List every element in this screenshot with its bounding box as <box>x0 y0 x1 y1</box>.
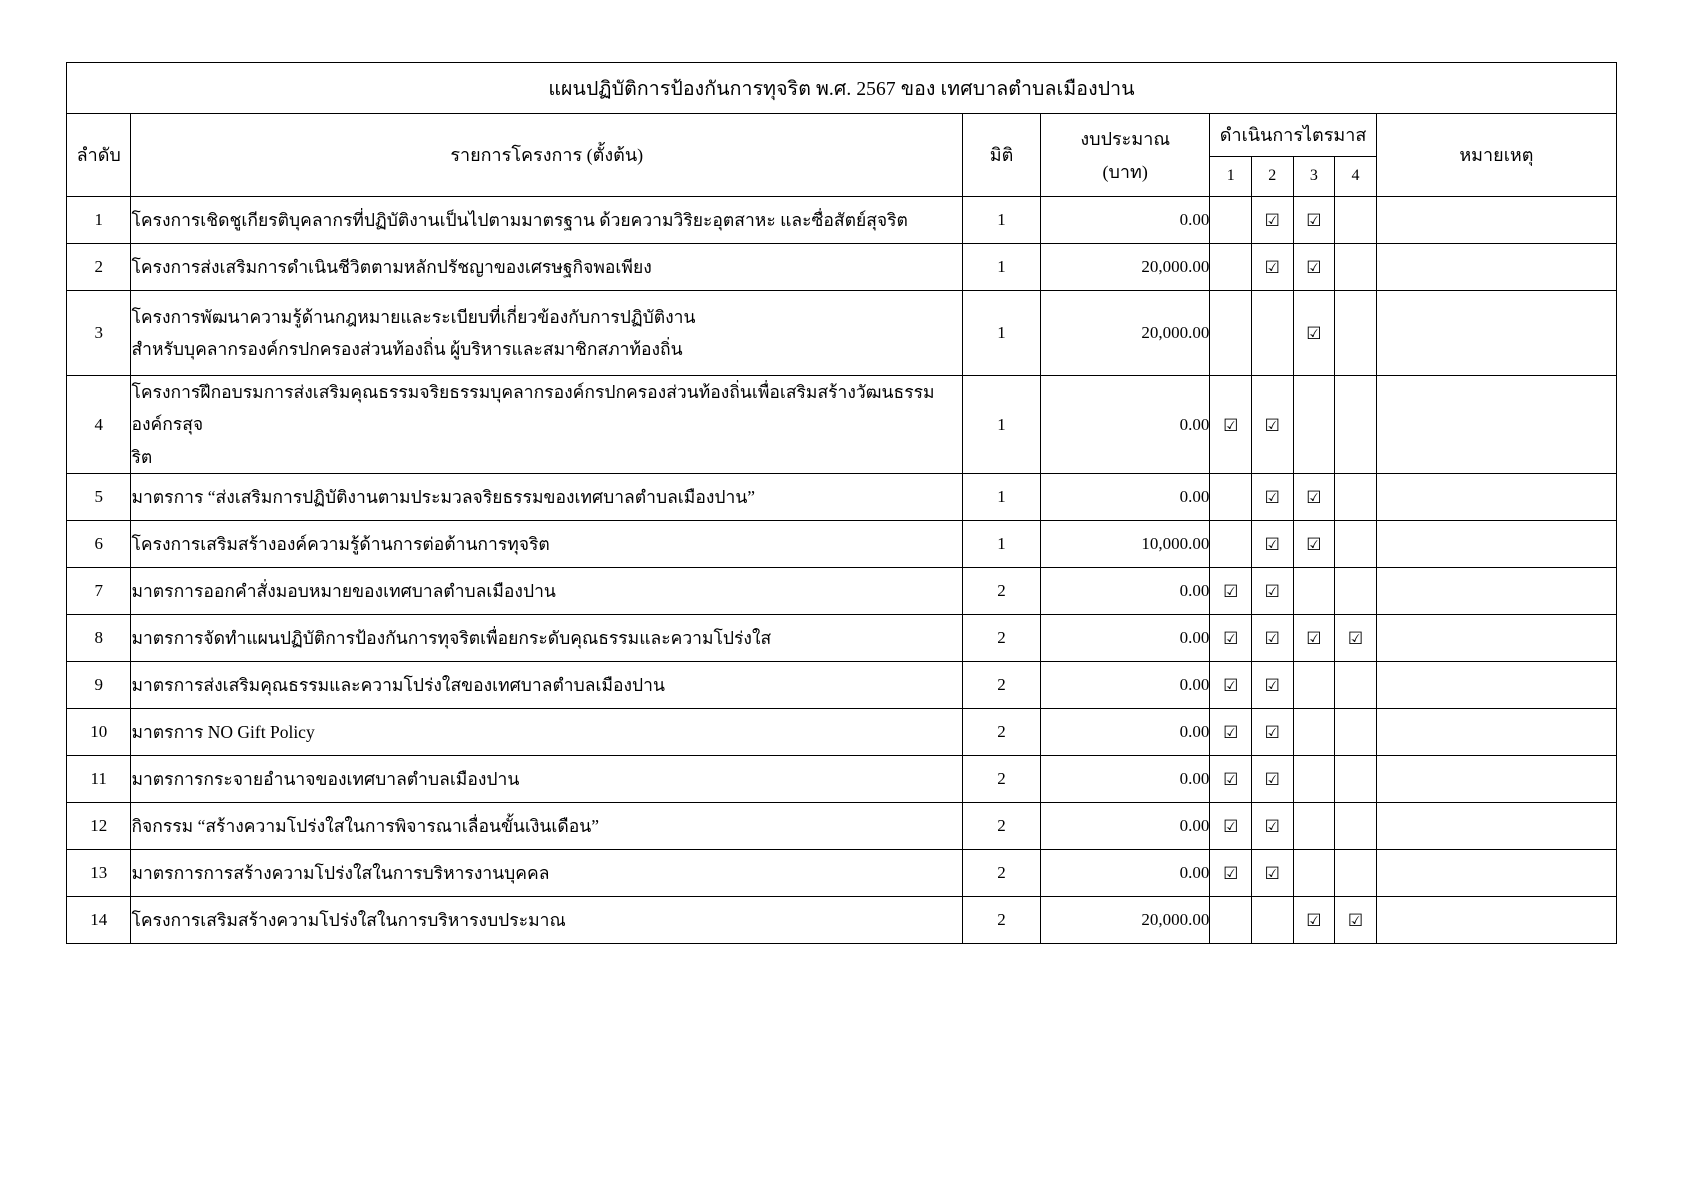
cell-note <box>1376 850 1616 897</box>
checkbox-checked-icon: ☑ <box>1223 770 1239 790</box>
project-name-line-1: โครงการเสริมสร้างองค์ความรู้ด้านการต่อต้านการทุจริต <box>131 533 550 554</box>
cell-quarter-2-checked <box>1252 568 1294 615</box>
cell-quarter-2-checked <box>1252 474 1294 521</box>
cell-quarter-4-empty <box>1335 197 1377 244</box>
project-name-line-1: มาตรการกระจายอำนาจของเทศบาลตำบลเมืองปาน <box>131 768 520 789</box>
checkbox-checked-icon: ☑ <box>1306 258 1322 277</box>
cell-note <box>1376 521 1616 568</box>
checkbox-checked-icon: ☑ <box>1264 817 1280 837</box>
cell-dimension: 2 <box>963 709 1041 756</box>
column-header-project: รายการโครงการ (ตั้งต้น) <box>131 114 963 197</box>
cell-quarter-4-empty <box>1335 803 1377 850</box>
cell-project-name <box>131 244 963 291</box>
cell-quarter-4-empty <box>1335 376 1377 474</box>
cell-note <box>1376 615 1616 662</box>
cell-project-name <box>131 662 963 709</box>
header-row-1 <box>67 114 1617 157</box>
cell-quarter-4-checked <box>1335 615 1377 662</box>
table-row <box>67 244 1617 291</box>
project-name-line-1: มาตรการส่งเสริมคุณธรรมและความโปร่งใสของเทศบาลตำบลเมืองปาน <box>131 674 665 695</box>
cell-dimension: 2 <box>963 850 1041 897</box>
cell-dimension: 2 <box>963 568 1041 615</box>
cell-project-name <box>131 568 963 615</box>
cell-budget: 0.00 <box>1040 615 1209 662</box>
column-header-seq: ลำดับ <box>67 114 131 197</box>
checkbox-checked-icon: ☑ <box>1306 911 1322 931</box>
cell-project-name <box>131 897 963 944</box>
cell-note <box>1376 244 1616 291</box>
cell-budget: 20,000.00 <box>1040 291 1209 376</box>
project-name-line-1: มาตรการการสร้างความโปร่งใสในการบริหารงานบุคคล <box>131 862 550 883</box>
cell-quarter-4-checked <box>1335 897 1377 944</box>
checkbox-checked-icon: ☑ <box>1264 864 1280 884</box>
column-header-quarter-2: 2 <box>1252 156 1294 196</box>
project-name-line-1: มาตรการจัดทำแผนปฏิบัติการป้องกันการทุจริตเพื่อยกระดับคุณธรรมและความโปร่งใส <box>131 627 772 648</box>
cell-quarter-3-checked <box>1293 244 1335 291</box>
cell-quarter-1-empty <box>1210 197 1252 244</box>
project-name-line-2: สำหรับบุคลากรองค์กรปกครองส่วนท้องถิ่น ผู้บริหารและสมาชิกสภาท้องถิ่น <box>131 339 683 359</box>
cell-quarter-1-empty <box>1210 897 1252 944</box>
project-name-line-1: โครงการเสริมสร้างความโปร่งใสในการบริหารงบประมาณ <box>131 909 566 930</box>
cell-quarter-3-empty <box>1293 756 1335 803</box>
checkbox-checked-icon: ☑ <box>1264 258 1280 277</box>
cell-quarter-1-checked <box>1210 662 1252 709</box>
cell-quarter-4-empty <box>1335 709 1377 756</box>
checkbox-checked-icon: ☑ <box>1306 488 1322 508</box>
cell-budget: 0.00 <box>1040 568 1209 615</box>
cell-quarter-1-empty <box>1210 244 1252 291</box>
table-row <box>67 474 1617 521</box>
project-name-line-1: โครงการพัฒนาความรู้ด้านกฎหมายและระเบียบที่เกี่ยวข้องกับการปฏิบัติงาน <box>131 306 696 327</box>
cell-quarter-2-checked <box>1252 376 1294 474</box>
cell-quarter-2-checked <box>1252 244 1294 291</box>
cell-dimension: 1 <box>963 291 1041 376</box>
column-header-dimension: มิติ <box>963 114 1041 197</box>
cell-quarter-3-empty <box>1293 709 1335 756</box>
cell-budget: 0.00 <box>1040 474 1209 521</box>
table-row <box>67 521 1617 568</box>
checkbox-checked-icon: ☑ <box>1264 582 1280 602</box>
cell-project-name <box>131 474 963 521</box>
cell-quarter-1-empty <box>1210 474 1252 521</box>
cell-quarter-2-checked <box>1252 662 1294 709</box>
cell-note <box>1376 662 1616 709</box>
cell-quarter-3-checked <box>1293 197 1335 244</box>
checkbox-checked-icon: ☑ <box>1264 629 1280 649</box>
cell-dimension: 2 <box>963 615 1041 662</box>
cell-dimension: 2 <box>963 756 1041 803</box>
checkbox-checked-icon: ☑ <box>1347 911 1364 931</box>
project-name-line-1: โครงการเชิดชูเกียรติบุคลากรที่ปฏิบัติงานเป็นไปตามมาตรฐาน ด้วยความวิริยะอุตสาหะ และซื่อสัตย์สุจริต <box>131 209 908 230</box>
table-row <box>67 850 1617 897</box>
cell-project-name <box>131 850 963 897</box>
table-row <box>67 803 1617 850</box>
cell-note <box>1376 803 1616 850</box>
table-row <box>67 376 1617 474</box>
cell-quarter-4-empty <box>1335 662 1377 709</box>
table-row <box>67 291 1617 376</box>
cell-note <box>1376 376 1616 474</box>
cell-budget: 0.00 <box>1040 709 1209 756</box>
column-header-quarter-1: 1 <box>1210 156 1252 196</box>
cell-quarter-3-empty <box>1293 662 1335 709</box>
cell-quarter-3-checked <box>1293 615 1335 662</box>
cell-project-name <box>131 521 963 568</box>
cell-seq: 2 <box>67 244 131 291</box>
cell-project-name <box>131 197 963 244</box>
cell-note <box>1376 709 1616 756</box>
cell-note <box>1376 897 1616 944</box>
cell-quarter-4-empty <box>1335 521 1377 568</box>
checkbox-checked-icon: ☑ <box>1264 211 1280 230</box>
cell-quarter-1-checked <box>1210 756 1252 803</box>
cell-quarter-3-checked <box>1293 291 1335 376</box>
checkbox-checked-icon: ☑ <box>1306 211 1322 230</box>
cell-quarter-2-checked <box>1252 197 1294 244</box>
cell-seq: 9 <box>67 662 131 709</box>
cell-seq: 10 <box>67 709 131 756</box>
cell-quarter-4-empty <box>1335 850 1377 897</box>
checkbox-checked-icon: ☑ <box>1223 629 1239 649</box>
cell-quarter-4-empty <box>1335 568 1377 615</box>
table-row <box>67 197 1617 244</box>
cell-quarter-2-checked <box>1252 709 1294 756</box>
table-row <box>67 756 1617 803</box>
checkbox-checked-icon: ☑ <box>1306 629 1322 649</box>
checkbox-checked-icon: ☑ <box>1223 817 1239 837</box>
cell-budget: 10,000.00 <box>1040 521 1209 568</box>
cell-quarter-2-checked <box>1252 803 1294 850</box>
cell-project-name <box>131 709 963 756</box>
cell-dimension: 1 <box>963 197 1041 244</box>
checkbox-checked-icon: ☑ <box>1264 723 1280 743</box>
cell-quarter-3-empty <box>1293 803 1335 850</box>
cell-quarter-4-empty <box>1335 474 1377 521</box>
project-name-line-1: มาตรการออกคำสั่งมอบหมายของเทศบาลตำบลเมืองปาน <box>131 580 556 601</box>
checkbox-checked-icon: ☑ <box>1306 535 1322 555</box>
cell-seq: 12 <box>67 803 131 850</box>
checkbox-checked-icon: ☑ <box>1223 582 1239 602</box>
cell-seq: 11 <box>67 756 131 803</box>
cell-quarter-3-checked <box>1293 897 1335 944</box>
checkbox-checked-icon: ☑ <box>1223 676 1239 696</box>
cell-budget: 0.00 <box>1040 803 1209 850</box>
cell-quarter-1-checked <box>1210 850 1252 897</box>
cell-quarter-4-empty <box>1335 756 1377 803</box>
checkbox-checked-icon: ☑ <box>1264 770 1280 790</box>
cell-seq: 13 <box>67 850 131 897</box>
checkbox-checked-icon: ☑ <box>1264 488 1280 508</box>
column-header-budget-line2: (บาท) <box>1102 162 1148 182</box>
cell-seq: 8 <box>67 615 131 662</box>
cell-budget: 0.00 <box>1040 197 1209 244</box>
cell-quarter-1-empty <box>1210 521 1252 568</box>
column-header-budget <box>1040 114 1209 197</box>
cell-dimension: 2 <box>963 662 1041 709</box>
cell-quarter-1-checked <box>1210 709 1252 756</box>
cell-note <box>1376 197 1616 244</box>
cell-project-name <box>131 376 963 474</box>
checkbox-checked-icon: ☑ <box>1347 629 1364 649</box>
column-header-quarter-4: 4 <box>1335 156 1377 196</box>
checkbox-checked-icon: ☑ <box>1264 415 1280 435</box>
cell-note <box>1376 756 1616 803</box>
cell-quarter-2-checked <box>1252 756 1294 803</box>
cell-note <box>1376 474 1616 521</box>
cell-budget: 0.00 <box>1040 662 1209 709</box>
cell-budget: 0.00 <box>1040 376 1209 474</box>
cell-quarter-1-checked <box>1210 803 1252 850</box>
cell-dimension: 1 <box>963 521 1041 568</box>
project-name-line-1: มาตรการ “ส่งเสริมการปฏิบัติงานตามประมวลจริยธรรมของเทศบาลตำบลเมืองปาน” <box>131 486 756 507</box>
cell-seq: 7 <box>67 568 131 615</box>
cell-budget: 20,000.00 <box>1040 244 1209 291</box>
cell-budget: 0.00 <box>1040 850 1209 897</box>
table-row <box>67 897 1617 944</box>
checkbox-checked-icon: ☑ <box>1223 864 1239 884</box>
cell-budget: 20,000.00 <box>1040 897 1209 944</box>
cell-quarter-4-empty <box>1335 291 1377 376</box>
anti-corruption-plan-table <box>66 62 1617 944</box>
column-header-quarters: ดำเนินการไตรมาส <box>1210 114 1376 157</box>
project-name-line-1: โครงการส่งเสริมการดำเนินชีวิตตามหลักปรัชญาของเศรษฐกิจพอเพียง <box>131 256 652 277</box>
cell-quarter-4-empty <box>1335 244 1377 291</box>
cell-seq: 3 <box>67 291 131 376</box>
cell-quarter-3-empty <box>1293 568 1335 615</box>
checkbox-checked-icon: ☑ <box>1223 415 1239 435</box>
document-title: แผนปฏิบัติการป้องกันการทุจริต พ.ศ. 2567 ของ เทศบาลตำบลเมืองปาน <box>67 63 1617 114</box>
column-header-budget-line1: งบประมาณ <box>1080 129 1171 149</box>
cell-dimension: 1 <box>963 376 1041 474</box>
cell-project-name <box>131 803 963 850</box>
cell-quarter-3-checked <box>1293 474 1335 521</box>
cell-quarter-1-checked <box>1210 568 1252 615</box>
cell-quarter-3-checked <box>1293 521 1335 568</box>
cell-quarter-3-empty <box>1293 376 1335 474</box>
table-title-row <box>67 63 1617 114</box>
cell-seq: 1 <box>67 197 131 244</box>
cell-quarter-1-checked <box>1210 376 1252 474</box>
project-name-line-1: กิจกรรม “สร้างความโปร่งใสในการพิจารณาเลื่อนขั้นเงินเดือน” <box>131 815 599 836</box>
cell-budget: 0.00 <box>1040 756 1209 803</box>
checkbox-checked-icon: ☑ <box>1264 676 1280 696</box>
cell-quarter-2-empty <box>1252 291 1294 376</box>
cell-quarter-3-empty <box>1293 850 1335 897</box>
cell-project-name <box>131 291 963 376</box>
cell-dimension: 1 <box>963 474 1041 521</box>
checkbox-checked-icon: ☑ <box>1306 324 1322 343</box>
cell-quarter-2-checked <box>1252 850 1294 897</box>
cell-project-name <box>131 615 963 662</box>
cell-quarter-1-checked <box>1210 615 1252 662</box>
cell-quarter-2-checked <box>1252 521 1294 568</box>
cell-seq: 6 <box>67 521 131 568</box>
checkbox-checked-icon: ☑ <box>1264 535 1280 555</box>
cell-dimension: 2 <box>963 803 1041 850</box>
checkbox-checked-icon: ☑ <box>1223 723 1239 743</box>
table-row <box>67 568 1617 615</box>
project-name-line-1: มาตรการ NO Gift Policy <box>131 721 315 742</box>
table-row <box>67 615 1617 662</box>
table-row <box>67 709 1617 756</box>
column-header-quarter-3: 3 <box>1293 156 1335 196</box>
cell-dimension: 1 <box>963 244 1041 291</box>
column-header-note: หมายเหตุ <box>1376 114 1616 197</box>
cell-quarter-1-empty <box>1210 291 1252 376</box>
cell-quarter-2-empty <box>1252 897 1294 944</box>
cell-seq: 14 <box>67 897 131 944</box>
table-row <box>67 662 1617 709</box>
project-name-line-2: ริต <box>131 446 153 467</box>
cell-seq: 4 <box>67 376 131 474</box>
cell-dimension: 2 <box>963 897 1041 944</box>
cell-project-name <box>131 756 963 803</box>
cell-quarter-2-checked <box>1252 615 1294 662</box>
cell-note <box>1376 291 1616 376</box>
cell-seq: 5 <box>67 474 131 521</box>
project-name-line-1: โครงการฝึกอบรมการส่งเสริมคุณธรรมจริยธรรมบุคลากรองค์กรปกครองส่วนท้องถิ่นเพื่อเสริมสร้างวัฒนธรรมองค์กรสุจ <box>131 382 935 435</box>
cell-note <box>1376 568 1616 615</box>
